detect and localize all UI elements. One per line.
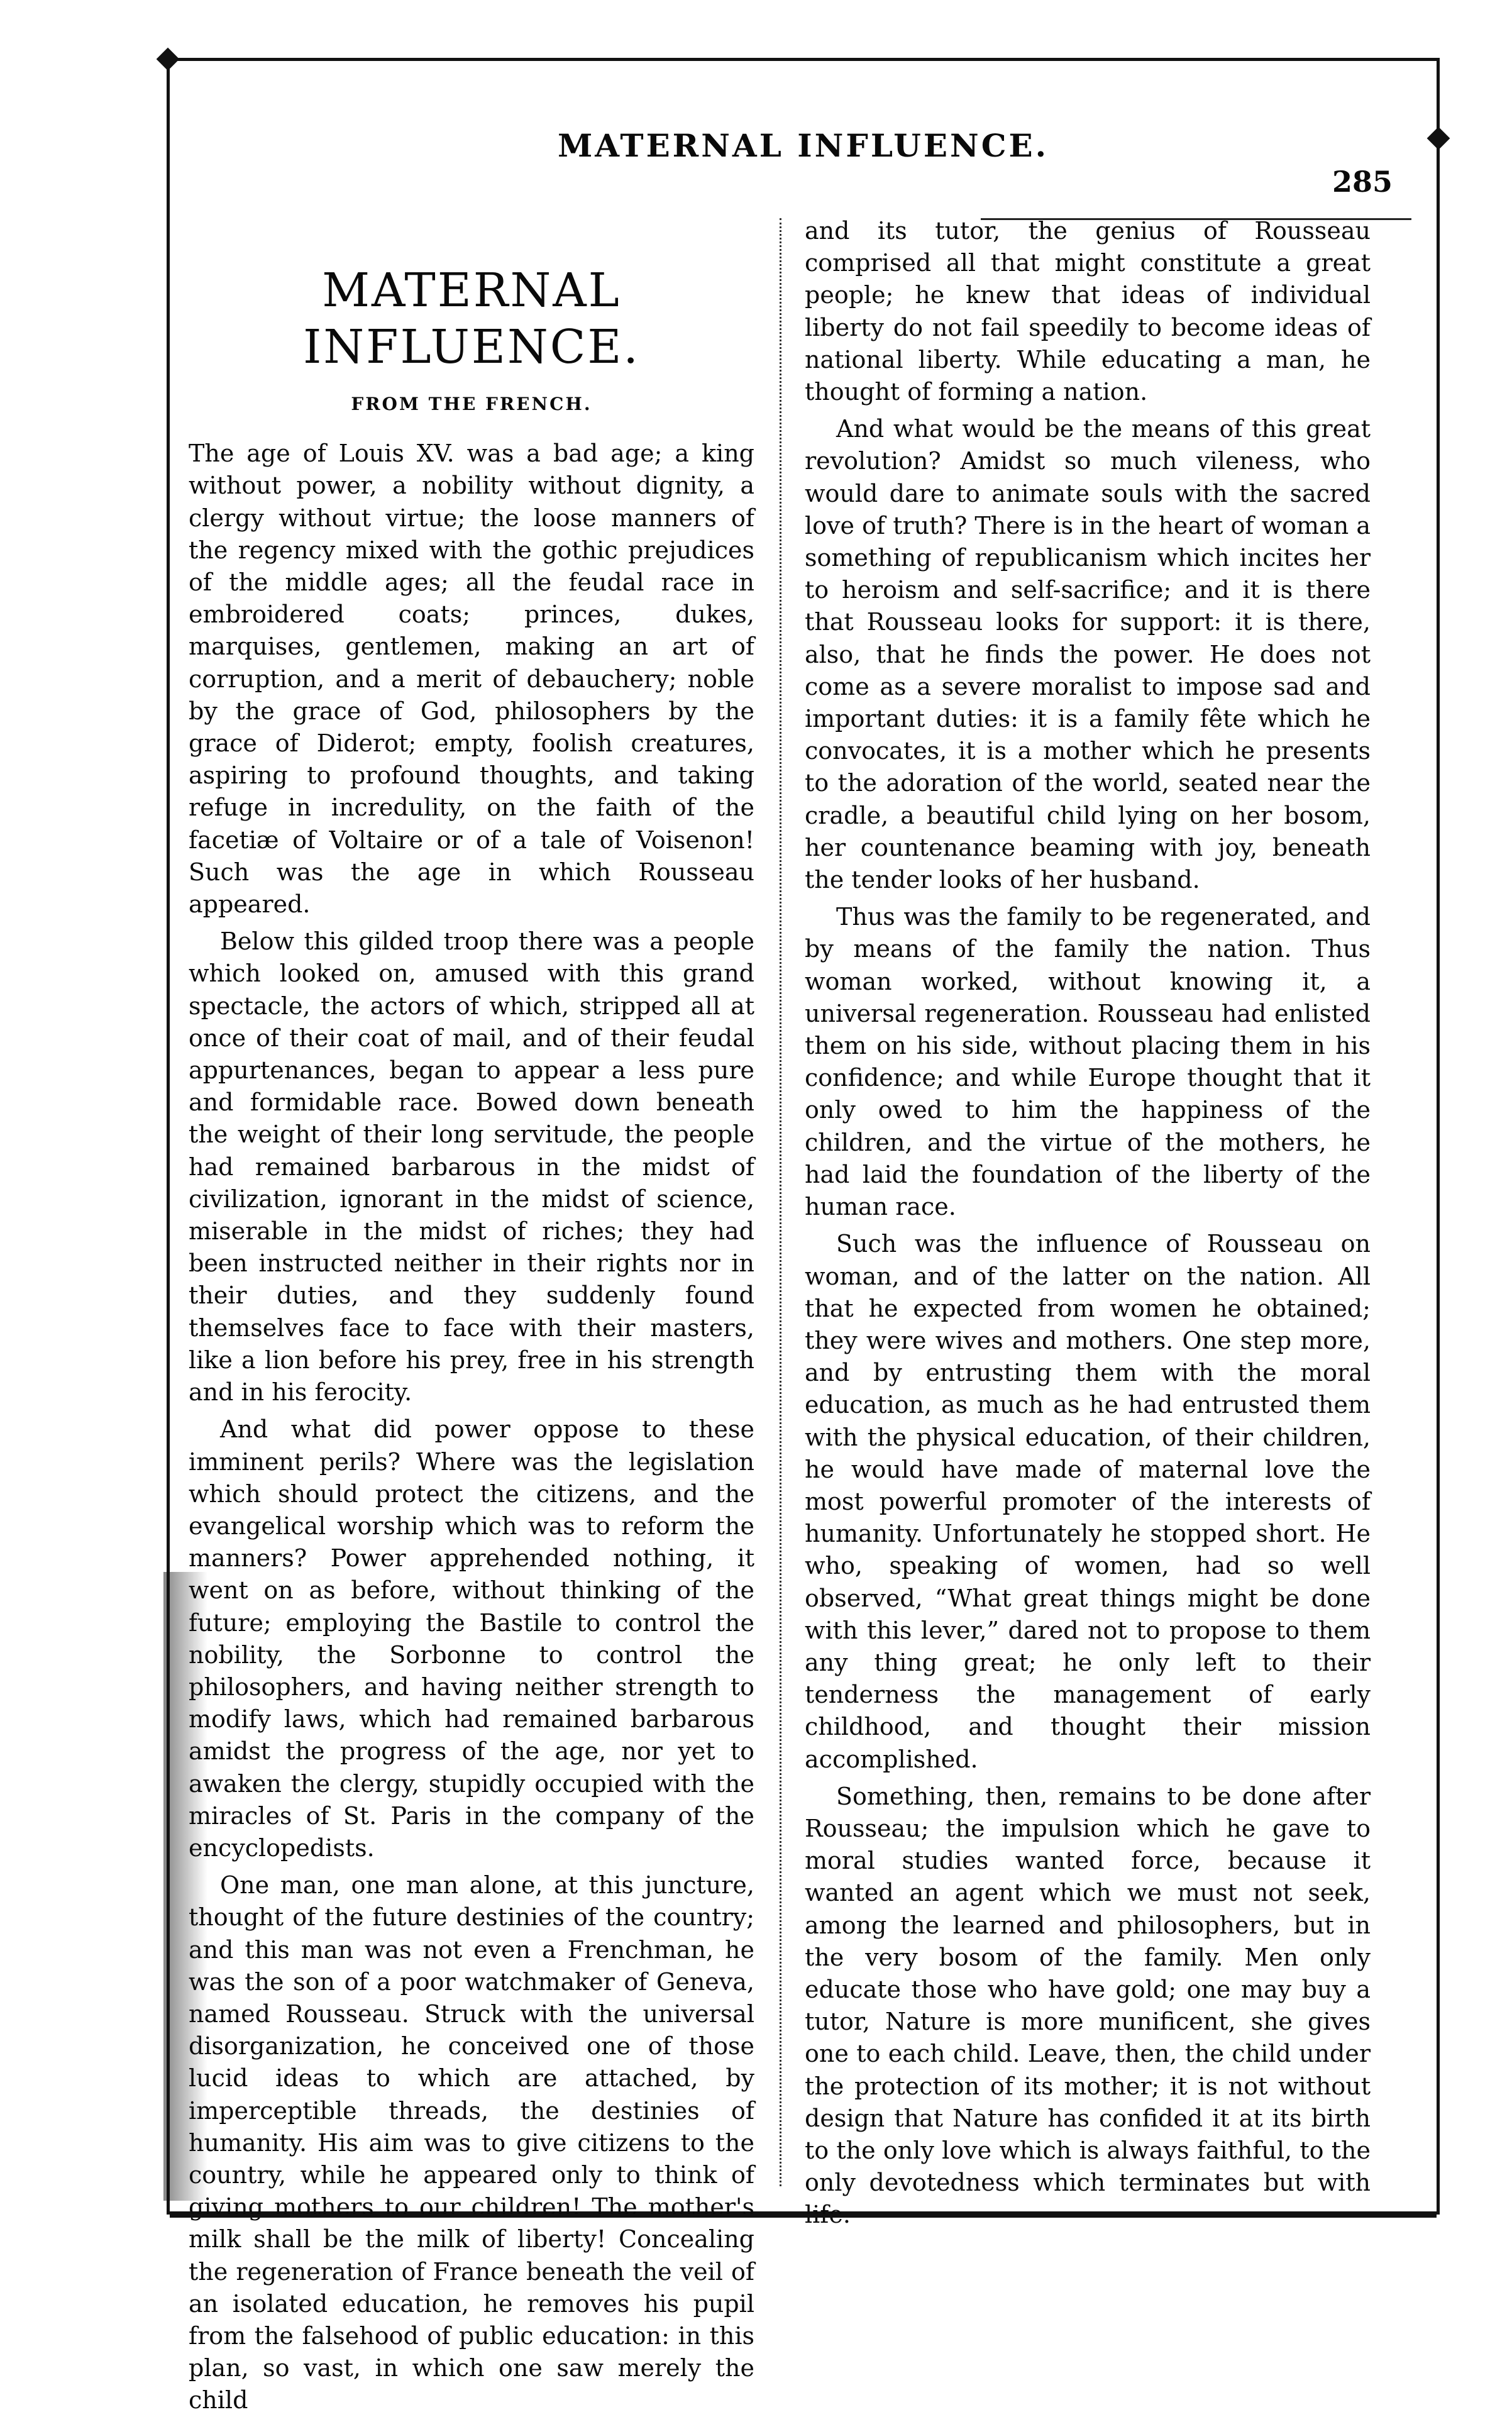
paragraph: and its tutor, the genius of Rousseau comprised all that might constitute a great people; he knew that ideas of individual liberty do not fail speedily to become ideas of national liberty. While educating a man, he thought of forming a nation. (805, 217, 1371, 406)
paragraph: Something, then, remains to be done after Rousseau; the impulsion which he gave to moral studies wanted force, because it wanted an agent which we must not seek, among the learned and philosophers, but in the very bosom of the family. Men only educate those who have gold; one may buy a tutor, Nature is more munificent, she gives one to each child. Leave, then, the child under the protection of its mother; it is not without design that Nature has confided it at its birth to the only love which is always faithful, to the only devotedness which terminates but with life. (805, 1782, 1371, 2229)
left-column (189, 212, 754, 2414)
page-number: 285 (1332, 165, 1393, 199)
paragraph: And what would be the means of this great revolution? Amidst so much vileness, who would dare to animate souls with the sacred love of truth? There is in the heart of woman a something of republicanism which incites her to heroism and self-sacrifice; and it is there that Rousseau looks for support: it is there, also, that he finds the power. He does not come as a severe moralist to impose sad and important duties: it is a family fête which he convocates, it is a mother which he presents to the adoration of the world, seated near the cradle, a beautiful child lying on her bosom, her countenance beaming with joy, beneath the tender looks of her husband. (805, 415, 1371, 894)
bottom-rule (170, 2214, 1437, 2218)
column-divider (780, 218, 781, 2186)
corner-ornament (157, 48, 180, 71)
paragraph: Thus was the family to be regenerated, and by means of the family the nation. Thus woman worked, without knowing it, a universal regeneration. Rousseau had enlisted them on his side, without placing them in his confidence; and while Europe thought that it only owed to him the happiness of the children, and the virtue of the mothers, he had laid the foundation of the liberty of the human race. (805, 903, 1371, 1221)
paragraph: One man, one man alone, at this juncture, thought of the future destinies of the country; and this man was not even a Frenchman, he was the son of a poor watchmaker of Geneva, named Rousseau. Struck with the universal disorganization, he conceived one of those lucid ideas to which are attached, by imperceptible threads, the destinies of humanity. His aim was to give citizens to the country, while he appeared only to think of giving mothers to our children! The mother's milk shall be the milk of liberty! Concealing the regeneration of France beneath the veil of an isolated education, he removes his pupil from the falsehood of public education: in this plan, so vast, in which one saw merely the child (189, 1871, 754, 2414)
article-subtitle: FROM THE FRENCH. (351, 394, 592, 414)
article-title: MATERNAL INFLUENCE. (303, 263, 640, 374)
paragraph: The age of Louis XV. was a bad age; a king without power, a nobility without dignity, a clergy without virtue; the loose manners of the regency mixed with the gothic prejudices of the middle ages; all the feudal race in embroidered coats; princes, dukes, marquises, gentlemen, making an art of corruption, and a merit of debauchery; noble by the grace of God, philosophers by the grace of Diderot; empty, foolish creatures, aspiring to profound thoughts, and taking refuge in incredulity, on the faith of the facetiæ of Voltaire or of a tale of Voisenon! Such was the age in which Rousseau appeared. (189, 440, 754, 919)
book-page (167, 58, 1440, 2414)
paragraph: Such was the influence of Rousseau on woman, and of the latter on the nation. All that he expected from women he obtained; they were wives and mothers. One step more, and by entrusting them with the moral education, as much as he had entrusted them with the physical education, of their children, he would have made of maternal love the most powerful promoter of the interests of humanity. Unfortunately he stopped short. He who, speaking of women, had so well observed, “What great things might be done with this lever,” dared not to propose to them any thing great; he only left to their tenderness the management of early childhood, and thought their mission accomplished. (805, 1230, 1371, 1773)
right-column (805, 215, 1371, 2229)
paragraph: Below this gilded troop there was a people which looked on, amused with this grand spectacle, the actors of which, stripped all at once of their coat of mail, and of their feudal appurtenances, began to appear a less pure and formidable race. Bowed down beneath the weight of their long servitude, the people had remained barbarous in the midst of civilization, ignorant in the midst of science, miserable in the midst of riches; they had been instructed neither in their rights nor in their duties, and they suddenly found themselves face to face with their masters, like a lion before his prey, free in his strength and in his ferocity. (189, 927, 754, 1407)
running-head: MATERNAL INFLUENCE. (557, 127, 1049, 164)
paragraph: And what did power oppose to these imminent perils? Where was the legislation which should protect the citizens, and the evangelical worship which was to reform the manners? Power apprehended nothing, it went on as before, without thinking of the future; employing the Bastile to control the nobility, the Sorbonne to control the philosophers, and having neither strength to modify laws, which had remained barbarous amidst the progress of the age, nor yet to awaken the clergy, stupidly occupied with the miracles of St. Paris in the company of the encyclopedists. (189, 1415, 754, 1862)
